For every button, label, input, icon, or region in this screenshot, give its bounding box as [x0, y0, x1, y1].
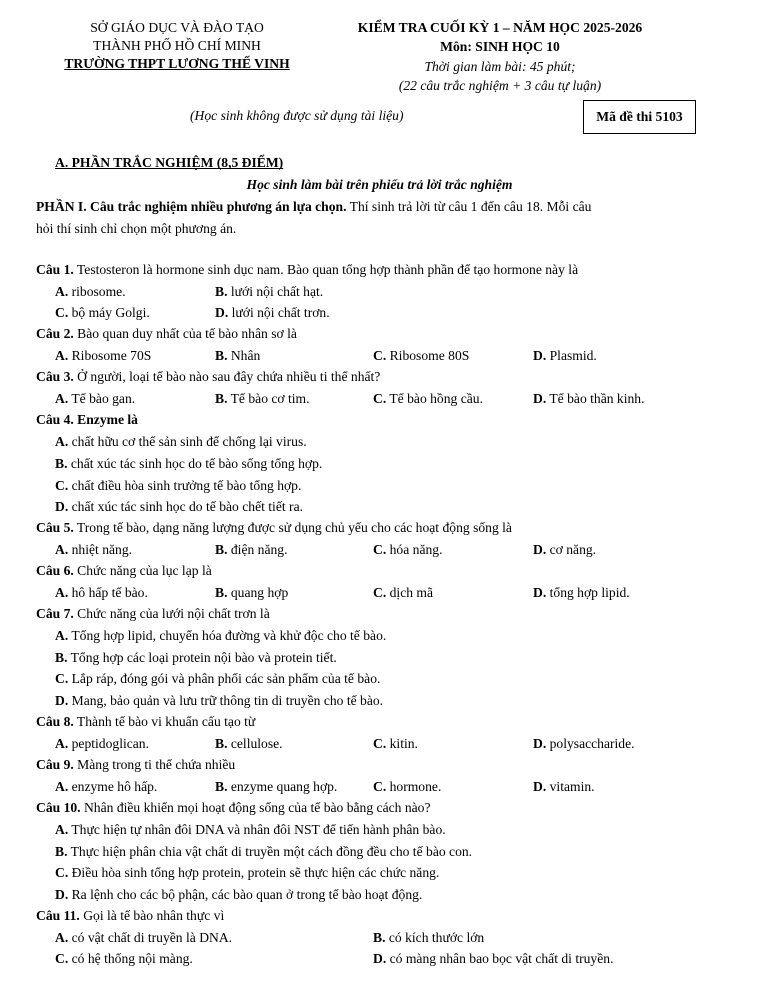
exam-time: Thời gian làm bài: 45 phút; [424, 59, 576, 74]
option-7c: C. Lắp ráp, đóng gói và phân phối các sản phẩm của tế bào. [55, 671, 381, 686]
option-4a: A. chất hữu cơ thể sản sinh để chống lại virus. [55, 434, 307, 449]
option-8d: D. polysaccharide. [533, 736, 635, 751]
question-11 [36, 908, 224, 924]
part1-instruction-line2: hỏi thí sinh chỉ chọn một phương án. [36, 221, 237, 236]
question-text: Testosteron là hormone sinh dục nam. Bào quan tổng hợp thành phần để tạo hormone này là [73, 262, 579, 277]
question-text: Trong tế bào, dạng năng lượng được sử dụng chủ yếu cho các hoạt động sống là [73, 520, 512, 535]
option-2b: B. Nhân [215, 348, 261, 363]
question-5 [36, 520, 512, 536]
option-6b: B. quang hợp [215, 585, 289, 600]
option-4c: C. chất điều hòa sinh trưởng tế bào tổng hợp. [55, 478, 302, 493]
question-1 [36, 262, 578, 278]
option-6d: D. tổng hợp lipid. [533, 585, 630, 600]
option-5b: B. điện năng. [215, 542, 288, 557]
part1-heading: PHẦN I. Câu trắc nghiệm nhiều phương án lựa chọn. [36, 199, 347, 214]
question-7 [36, 606, 270, 622]
question-number: Câu 5. [36, 520, 74, 535]
question-9 [36, 757, 235, 773]
option-11c: C. có hệ thống nội màng. [55, 951, 193, 966]
option-3c: C. Tế bào hồng cầu. [373, 391, 483, 406]
question-8 [36, 714, 255, 730]
option-11b: B. có kích thước lớn [373, 930, 485, 945]
question-text: Thành tế bào vi khuẩn cấu tạo từ [73, 714, 256, 729]
school-name: TRƯỜNG THPT LƯƠNG THẾ VINH [64, 56, 290, 71]
option-11a: A. có vật chất di truyền là DNA. [55, 930, 233, 945]
question-number: Câu 8. [36, 714, 74, 729]
option-3b: B. Tế bào cơ tim. [215, 391, 310, 406]
option-2d: D. Plasmid. [533, 348, 597, 363]
option-5a: A. nhiệt năng. [55, 542, 133, 557]
option-8a: A. peptidoglican. [55, 736, 150, 751]
department-name: SỞ GIÁO DỤC VÀ ĐÀO TẠO [90, 20, 264, 35]
question-number: Câu 3. [36, 369, 74, 384]
section-a-subtitle: Học sinh làm bài trên phiếu trả lời trắc nghiệm [246, 177, 513, 192]
option-10c: C. Điều hòa sinh tổng hợp protein, protein sẽ thực hiện các chức năng. [55, 865, 440, 880]
question-2 [36, 326, 297, 342]
question-4 [36, 412, 138, 428]
option-8c: C. kitin. [373, 736, 418, 751]
question-6 [36, 563, 212, 579]
question-3 [36, 369, 380, 385]
exam-title: KIỂM TRA CUỐI KỲ 1 – NĂM HỌC 2025-2026 [357, 20, 643, 35]
question-number: Câu 2. [36, 326, 74, 341]
option-3a: A. Tế bào gan. [55, 391, 136, 406]
question-text: Ở người, loại tế bào nào sau đây chứa nhiều ti thể nhất? [73, 369, 381, 384]
city-name: THÀNH PHỐ HỒ CHÍ MINH [93, 38, 261, 53]
option-10a: A. Thực hiện tự nhân đôi DNA và nhân đôi NST để tiến hành phân bào. [55, 822, 446, 837]
question-number: Câu 4. Enzyme là [36, 412, 138, 427]
exam-subject: Môn: SINH HỌC 10 [440, 39, 560, 54]
question-number: Câu 1. [36, 262, 74, 277]
option-9b: B. enzyme quang hợp. [215, 779, 338, 794]
option-7d: D. Mang, bảo quản và lưu trữ thông tin di truyền cho tế bào. [55, 693, 384, 708]
option-6c: C. dịch mã [373, 585, 434, 600]
option-8b: B. cellulose. [215, 736, 283, 751]
exam-code-box [583, 100, 696, 134]
option-11d: D. có màng nhân bao bọc vật chất di truyền. [373, 951, 614, 966]
part1-instruction [36, 199, 591, 215]
exam-code: Mã đề thi 5103 [596, 109, 683, 124]
question-text: Gọi là tế bào nhân thực vì [79, 908, 225, 923]
question-number: Câu 10. [36, 800, 81, 815]
option-10b: B. Thực hiện phân chia vật chất di truyền một cách đồng đều cho tế bào con. [55, 844, 473, 859]
option-7a: A. Tổng hợp lipid, chuyển hóa đường và khử độc cho tế bào. [55, 628, 387, 643]
question-text: Nhân điều khiển mọi hoạt động sống của tế bào bằng cách nào? [80, 800, 431, 815]
question-10 [36, 800, 431, 816]
option-2c: C. Ribosome 80S [373, 348, 470, 363]
option-1b: B. lưới nội chất hạt. [215, 284, 324, 299]
option-9a: A. enzyme hô hấp. [55, 779, 158, 794]
option-2a: A. Ribosome 70S [55, 348, 152, 363]
option-1a: A. ribosome. [55, 284, 126, 299]
option-9d: D. vitamin. [533, 779, 595, 794]
option-4d: D. chất xúc tác sinh học do tế bào chết tiết ra. [55, 499, 303, 514]
option-5d: D. cơ năng. [533, 542, 597, 557]
option-10d: D. Ra lệnh cho các bộ phận, các bào quan ở trong tế bào hoạt động. [55, 887, 423, 902]
question-text: Chức năng của lưới nội chất trơn là [73, 606, 270, 621]
part1-instruction-text: Thí sinh trả lời từ câu 1 đến câu 18. Mỗi câu [346, 199, 592, 214]
option-1c: C. bộ máy Golgi. [55, 305, 150, 320]
no-materials-note: (Học sinh không được sử dụng tài liệu) [190, 108, 404, 123]
question-text: Bào quan duy nhất của tế bào nhân sơ là [73, 326, 297, 341]
section-a-title [55, 155, 283, 171]
option-7b: B. Tổng hợp các loại protein nội bào và protein tiết. [55, 650, 337, 665]
option-1d: D. lưới nội chất trơn. [215, 305, 330, 320]
exam-structure: (22 câu trắc nghiệm + 3 câu tự luận) [398, 78, 602, 93]
question-text: Chức năng của lục lạp là [73, 563, 212, 578]
option-9c: C. hormone. [373, 779, 442, 794]
option-5c: C. hóa năng. [373, 542, 443, 557]
section-a-title-text: A. PHẦN TRẮC NGHIỆM (8,5 ĐIỂM) [55, 155, 284, 170]
question-number: Câu 9. [36, 757, 74, 772]
option-3d: D. Tế bào thần kinh. [533, 391, 645, 406]
question-number: Câu 7. [36, 606, 74, 621]
option-6a: A. hô hấp tế bào. [55, 585, 148, 600]
option-4b: B. chất xúc tác sinh học do tế bào sống tổng hợp. [55, 456, 323, 471]
question-number: Câu 11. [36, 908, 80, 923]
question-text: Màng trong ti thể chứa nhiều [73, 757, 236, 772]
question-number: Câu 6. [36, 563, 74, 578]
